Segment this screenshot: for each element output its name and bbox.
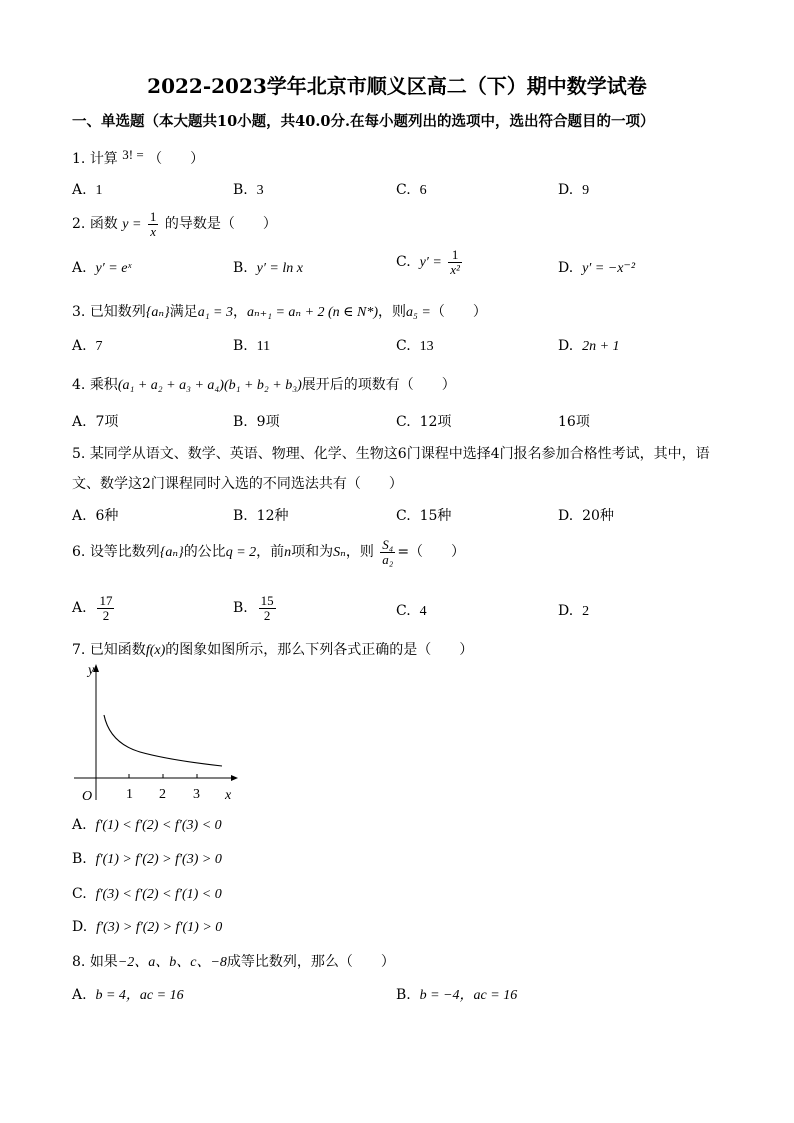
question-7: [72, 639, 473, 659]
option-d[interactable]: D. y′ = −x⁻²: [558, 260, 636, 276]
function-graph: [70, 660, 240, 805]
section-heading: 一、单选题（本大题共10小题，共40.0分.在每小题列出的选项中，选出符合题目的一项）: [72, 113, 655, 130]
question-stem: 设等比数列: [89, 544, 160, 561]
question-stem: =（ ）: [397, 544, 466, 561]
question-number: 5.: [72, 446, 86, 462]
question-stem: 项和为: [291, 544, 334, 561]
option-a[interactable]: A. b = 4，ac = 16: [72, 987, 184, 1003]
page-title: 2022-2023学年北京市顺义区高二（下）期中数学试卷: [147, 74, 647, 98]
question-stem: 已知数列: [89, 304, 146, 320]
origin-label: O: [82, 789, 93, 804]
question-number: 1.: [72, 151, 86, 167]
fraction: $\frac{\text{S₄}}{\text{a₂}}$: [382, 537, 394, 567]
math-expression: −2、a、b、c、−8: [117, 955, 227, 970]
x-axis-label: x: [225, 788, 232, 803]
question-stem: （ ）: [430, 304, 487, 320]
question-stem: 乘积: [89, 377, 118, 393]
question-stem: 满足: [169, 304, 198, 320]
question-stem: ，则: [378, 304, 407, 320]
option-c[interactable]: C. 6: [396, 182, 427, 198]
question-stem: 成等比数列，那么（ ）: [226, 954, 395, 970]
math-expression: (a₁ + a₂ + a₃ + a₄)(b₁ + b₂ + b₃): [117, 378, 302, 393]
option-a[interactable]: A. 7: [72, 338, 103, 354]
option-d[interactable]: 16项: [558, 414, 590, 430]
option-a[interactable]: A. 1: [72, 182, 103, 198]
question-stem: 如果: [89, 954, 118, 970]
question-5: [72, 443, 710, 463]
option-c[interactable]: C. y′ = $\frac{1}{\text{x²}}$: [396, 247, 460, 277]
question-1: [72, 147, 204, 168]
question-number: 6.: [72, 544, 86, 561]
math-expression: Sₙ: [333, 545, 346, 561]
separator: ，: [233, 304, 248, 320]
option-c[interactable]: C. f′(3) < f′(2) < f′(1) < 0: [72, 886, 222, 902]
question-stem: 某同学从语文、数学、英语、物理、化学、生物这6门课程中选择4门报名参加合格性考试，其中，语: [89, 446, 710, 462]
option-d[interactable]: D. f′(3) > f′(2) > f′(1) > 0: [72, 919, 223, 935]
option-b[interactable]: B. y′ = ln x: [233, 260, 303, 276]
question-4: [72, 374, 456, 394]
question-stem: ，前: [256, 544, 285, 561]
option-a[interactable]: A. 6种: [72, 508, 119, 524]
question-number: 8.: [72, 954, 86, 970]
math-expression: {aₙ}: [145, 305, 170, 320]
math-expression: f(x): [145, 643, 166, 658]
option-a[interactable]: A. $\frac{17}{2}$: [72, 593, 113, 623]
question-stem: 已知函数: [89, 642, 146, 658]
question-stem: 的公比: [183, 544, 226, 561]
option-b[interactable]: B. f′(1) > f′(2) > f′(3) > 0: [72, 851, 222, 867]
question-number: 3.: [72, 304, 86, 320]
option-c[interactable]: C. 4: [396, 603, 427, 619]
option-a[interactable]: A. y′ = eˣ: [72, 260, 132, 276]
fraction: $\frac{1}{x}$: [149, 209, 157, 239]
question-number: 2.: [72, 216, 86, 233]
question-stem: 的导数是（ ）: [164, 216, 277, 233]
option-b[interactable]: B. 9项: [233, 414, 280, 430]
question-2: [72, 210, 277, 238]
math-expression: a₁ = 3: [197, 305, 234, 320]
option-b[interactable]: B. $\frac{15}{2}$: [233, 593, 274, 623]
option-b[interactable]: B. 3: [233, 182, 264, 198]
math-expression: n: [284, 545, 292, 561]
math-expression: {aₙ}: [159, 545, 184, 561]
x-axis-arrow: [231, 775, 238, 781]
math-expression: y =: [122, 217, 142, 233]
question-stem: ，则: [345, 544, 374, 561]
y-axis-label: y: [88, 663, 95, 678]
option-b[interactable]: B. 12种: [233, 508, 289, 524]
option-d[interactable]: D. 20种: [558, 508, 614, 524]
option-a[interactable]: A. 7项: [72, 414, 119, 430]
function-curve: [104, 715, 222, 766]
question-stem: 函数: [89, 216, 118, 233]
question-5-line-2: 文、数学这2门课程同时入选的不同选法共有（ ）: [72, 476, 403, 492]
option-b[interactable]: B. b = −4，ac = 16: [396, 987, 518, 1003]
question-number: 4.: [72, 377, 86, 393]
option-c[interactable]: C. 13: [396, 338, 434, 354]
question-stem: 计算: [89, 151, 118, 167]
math-expression: q = 2: [225, 545, 257, 561]
question-3: [72, 301, 487, 321]
tick-label: 3: [193, 787, 200, 802]
option-d[interactable]: D. 9: [558, 182, 590, 198]
question-number: 7.: [72, 642, 86, 658]
math-expression: 3! =: [122, 147, 144, 162]
question-stem: 展开后的项数有（ ）: [301, 377, 456, 393]
question-stem: （ ）: [148, 151, 205, 167]
tick-label: 2: [159, 787, 166, 802]
question-8: [72, 951, 395, 971]
option-a[interactable]: A. f′(1) < f′(2) < f′(3) < 0: [72, 817, 222, 833]
option-c[interactable]: C. 12项: [396, 414, 452, 430]
math-expression: a₅ =: [406, 305, 431, 320]
question-6: [72, 538, 465, 566]
option-d[interactable]: D. 2n + 1: [558, 338, 620, 354]
option-b[interactable]: B. 11: [233, 338, 271, 354]
math-expression: aₙ₊₁ = aₙ + 2 (n ∈ N*): [247, 305, 379, 320]
option-c[interactable]: C. 15种: [396, 508, 452, 524]
question-stem: 的图象如图所示，那么下列各式正确的是（ ）: [165, 642, 474, 658]
tick-label: 1: [126, 787, 133, 802]
option-d[interactable]: D. 2: [558, 603, 590, 619]
